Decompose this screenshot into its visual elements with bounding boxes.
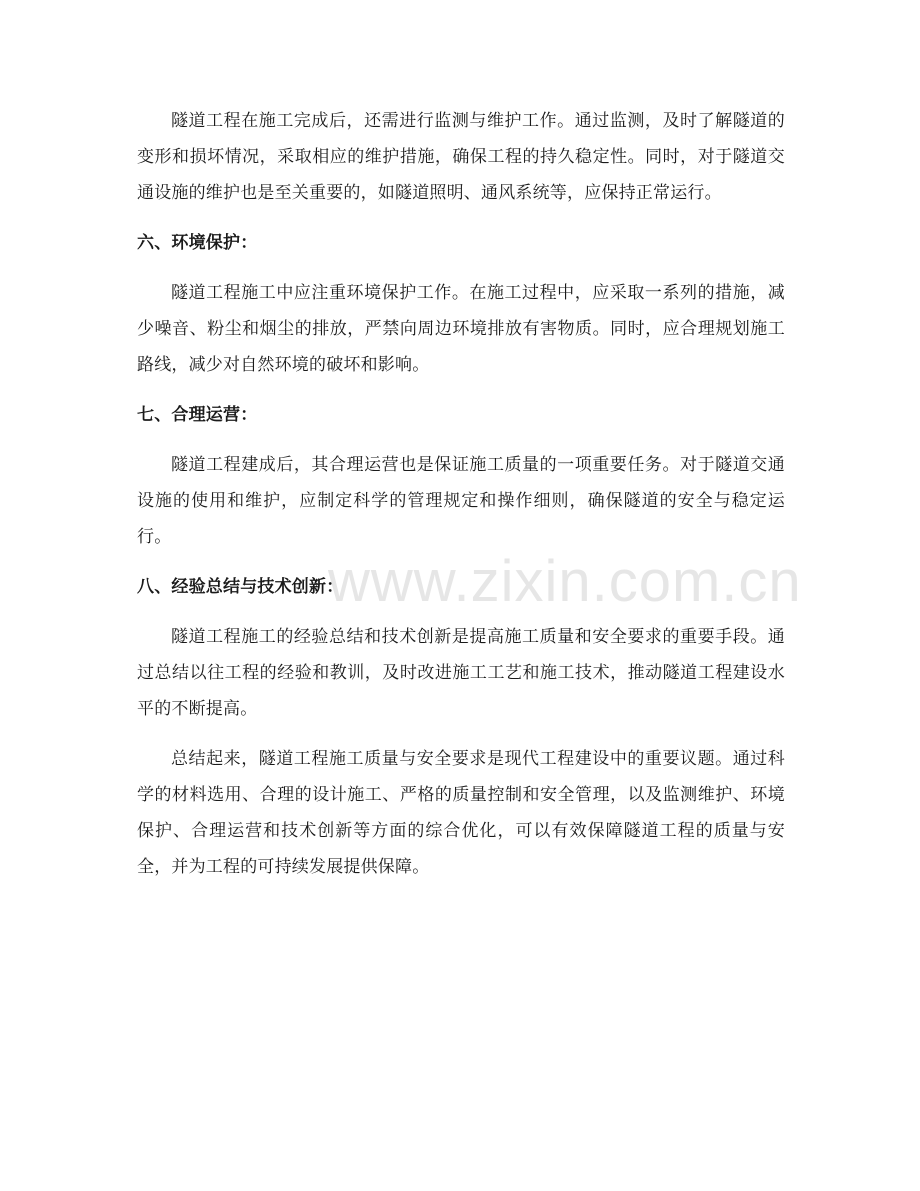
paragraph-monitoring-maintenance: 隧道工程在施工完成后，还需进行监测与维护工作。通过监测，及时了解隧道的变形和损坏情况，采取相应的维护措施，确保工程的持久稳定性。同时，对于隧道交通设施的维护也是至关重要的，如隧道照明、通风系统等，应保持正常运行。 [137,111,785,203]
document-body [137,103,785,885]
paragraph-environmental-protection: 隧道工程施工中应注重环境保护工作。在施工过程中，应采取一系列的措施，减少噪音、粉尘和烟尘的排放，严禁向周边环境排放有害物质。同时，应合理规划施工路线，减少对自然环境的破坏和影响。 [137,283,785,375]
paragraph-experience-innovation: 隧道工程施工的经验总结和技术创新是提高施工质量和安全要求的重要手段。通过总结以往工程的经验和教训，及时改进施工工艺和施工技术，推动隧道工程建设水平的不断提高。 [137,627,785,719]
watermark: www.zixin.com.cn [328,549,802,614]
heading-environmental-protection: 六、环境保护： [137,233,258,253]
paragraph-conclusion: 总结起来，隧道工程施工质量与安全要求是现代工程建设中的重要议题。通过科学的材料选用、合理的设计施工、严格的质量控制和安全管理，以及监测维护、环境保护、合理运营和技术创新等方面的综合优化，可以有效保障隧道工程的质量与安全，并为工程的可持续发展提供保障。 [137,749,785,877]
paragraph-reasonable-operation: 隧道工程建成后，其合理运营也是保证施工质量的一项重要任务。对于隧道交通设施的使用和维护，应制定科学的管理规定和操作细则，确保隧道的安全与稳定运行。 [137,455,785,547]
heading-experience-innovation: 八、经验总结与技术创新： [137,577,344,597]
heading-reasonable-operation: 七、合理运营： [137,405,258,425]
